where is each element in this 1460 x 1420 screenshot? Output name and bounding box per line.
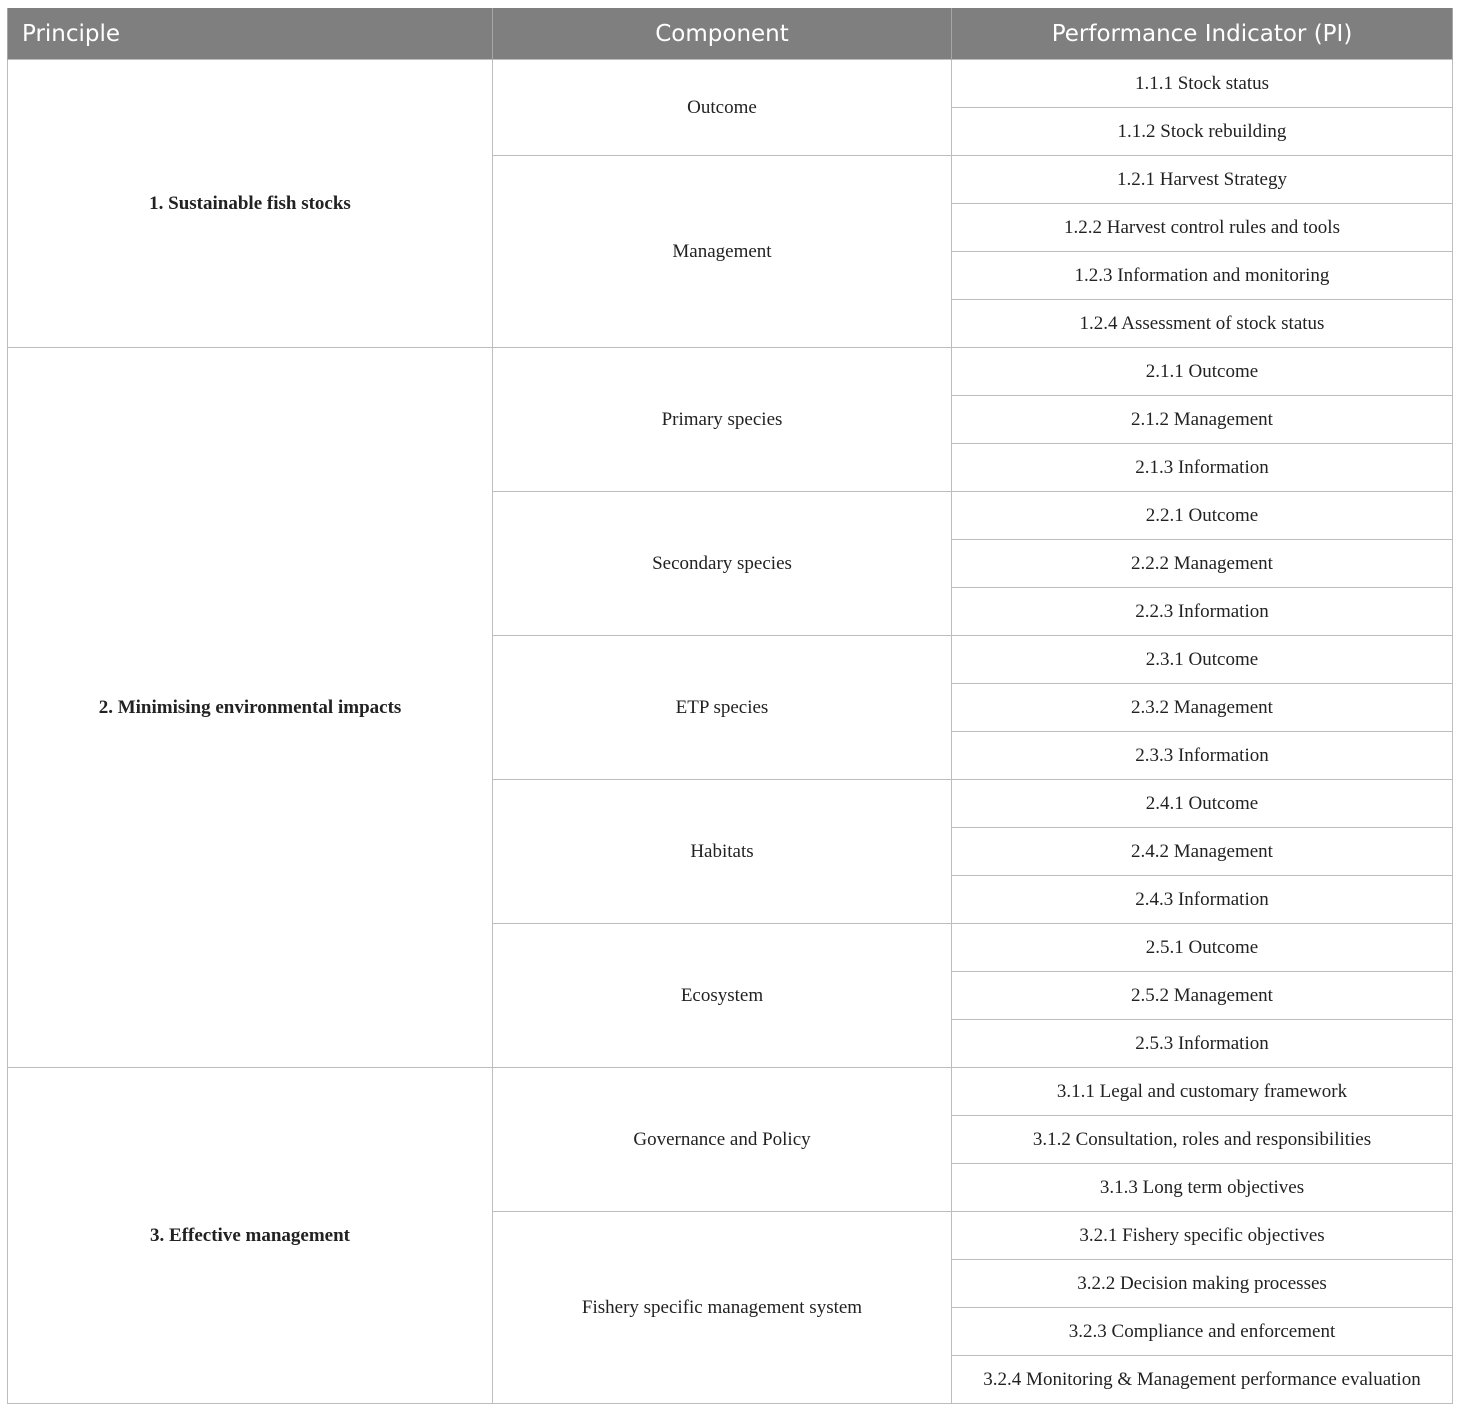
table-body	[8, 60, 1453, 1404]
header-row	[8, 8, 1453, 60]
pi-cell: 2.4.3 Information	[952, 876, 1453, 924]
table-row	[8, 348, 1453, 396]
pi-cell: 2.2.1 Outcome	[952, 492, 1453, 540]
pi-cell: 3.1.3 Long term objectives	[952, 1164, 1453, 1212]
pi-cell: 2.2.2 Management	[952, 540, 1453, 588]
pi-cell: 1.2.2 Harvest control rules and tools	[952, 204, 1453, 252]
component-cell: Ecosystem	[493, 924, 952, 1068]
pi-cell: 3.2.1 Fishery specific objectives	[952, 1212, 1453, 1260]
pi-cell: 3.2.2 Decision making processes	[952, 1260, 1453, 1308]
pi-cell: 1.2.4 Assessment of stock status	[952, 300, 1453, 348]
pi-table	[7, 8, 1453, 1404]
pi-cell: 2.1.3 Information	[952, 444, 1453, 492]
header-principle: Principle	[8, 8, 493, 60]
table-header	[8, 8, 1453, 60]
component-cell: Habitats	[493, 780, 952, 924]
header-component: Component	[493, 8, 952, 60]
pi-cell: 2.5.3 Information	[952, 1020, 1453, 1068]
component-cell: Fishery specific management system	[493, 1212, 952, 1404]
pi-cell: 2.5.2 Management	[952, 972, 1453, 1020]
pi-cell: 2.3.1 Outcome	[952, 636, 1453, 684]
component-cell: Governance and Policy	[493, 1068, 952, 1212]
component-cell: Primary species	[493, 348, 952, 492]
pi-cell: 2.3.2 Management	[952, 684, 1453, 732]
pi-cell: 3.2.3 Compliance and enforcement	[952, 1308, 1453, 1356]
pi-cell: 3.1.2 Consultation, roles and responsibilities	[952, 1116, 1453, 1164]
pi-cell: 3.1.1 Legal and customary framework	[952, 1068, 1453, 1116]
pi-cell: 2.1.1 Outcome	[952, 348, 1453, 396]
pi-cell: 2.4.2 Management	[952, 828, 1453, 876]
pi-cell: 1.2.1 Harvest Strategy	[952, 156, 1453, 204]
pi-cell: 3.2.4 Monitoring & Management performance evaluation	[952, 1356, 1453, 1404]
pi-cell: 2.3.3 Information	[952, 732, 1453, 780]
pi-cell: 2.5.1 Outcome	[952, 924, 1453, 972]
header-pi: Performance Indicator (PI)	[952, 8, 1453, 60]
pi-cell: 2.1.2 Management	[952, 396, 1453, 444]
pi-cell: 1.1.2 Stock rebuilding	[952, 108, 1453, 156]
table-row	[8, 1068, 1453, 1116]
component-cell: Management	[493, 156, 952, 348]
table-row	[8, 60, 1453, 108]
component-cell: Outcome	[493, 60, 952, 156]
pi-cell: 2.2.3 Information	[952, 588, 1453, 636]
principle-cell: 1. Sustainable fish stocks	[8, 60, 493, 348]
principle-cell: 2. Minimising environmental impacts	[8, 348, 493, 1068]
component-cell: Secondary species	[493, 492, 952, 636]
principle-cell: 3. Effective management	[8, 1068, 493, 1404]
pi-cell: 1.1.1 Stock status	[952, 60, 1453, 108]
component-cell: ETP species	[493, 636, 952, 780]
pi-cell: 1.2.3 Information and monitoring	[952, 252, 1453, 300]
pi-cell: 2.4.1 Outcome	[952, 780, 1453, 828]
